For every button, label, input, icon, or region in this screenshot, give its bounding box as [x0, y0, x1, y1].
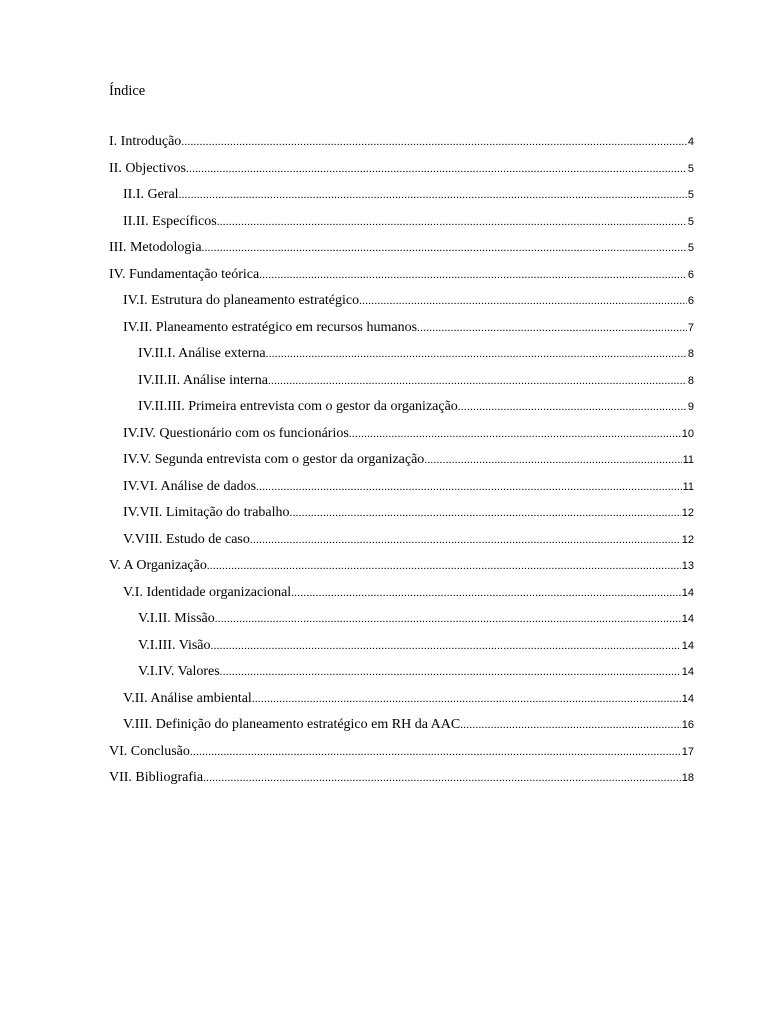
toc-entry-label: V. A Organização — [109, 558, 207, 573]
toc-entry[interactable] — [109, 421, 694, 448]
toc-entry[interactable] — [109, 553, 694, 580]
toc-dot-leader — [215, 606, 681, 633]
toc-entry-page-number: 17 — [681, 745, 694, 758]
toc-entry[interactable] — [109, 315, 694, 342]
toc-entry[interactable] — [109, 659, 694, 686]
toc-entry-page-number: 14 — [681, 613, 694, 625]
toc-entry-label: IV.IV. Questionário com os funcionários — [123, 425, 349, 441]
toc-entry-label: V.I. Identidade organizacional — [123, 584, 292, 600]
toc-entry-label: IV.I. Estrutura do planeamento estratégico — [123, 293, 360, 308]
toc-entry-label: VII. Bibliografia — [109, 770, 204, 785]
toc-entry-label: II.I. Geral — [123, 187, 179, 202]
toc-entry[interactable] — [109, 129, 694, 156]
toc-entry[interactable] — [109, 209, 694, 236]
toc-dot-leader — [190, 739, 681, 766]
toc-entry[interactable] — [109, 156, 694, 183]
toc-dot-leader — [256, 474, 681, 501]
toc-entry-page-number: 13 — [681, 560, 694, 572]
toc-entry-label: III. Metodologia — [109, 240, 202, 255]
toc-entry-label: VI. Conclusão — [109, 743, 190, 759]
toc-entry-page-number: 5 — [687, 242, 694, 254]
toc-entry-page-number: 8 — [687, 348, 694, 360]
toc-entry-page-number: 14 — [681, 666, 694, 678]
toc-entry-label: V.I.IV. Valores — [138, 664, 220, 679]
toc-entry-page-number: 12 — [681, 507, 694, 519]
toc-entry-label: IV.II. Planeamento estratégico em recursos humanos — [123, 319, 418, 335]
toc-entry[interactable] — [109, 765, 694, 792]
toc-dot-leader — [186, 156, 687, 183]
toc-entry-page-number: 9 — [687, 401, 694, 413]
toc-entry-label: IV.II.III. Primeira entrevista com o gestor da organização — [138, 399, 458, 414]
toc-dot-leader — [252, 686, 681, 713]
toc-dot-leader — [217, 209, 687, 236]
toc-entry-label: IV.II.II. Análise interna — [138, 372, 268, 388]
toc-entry[interactable] — [109, 606, 694, 633]
toc-entry[interactable] — [109, 527, 694, 554]
toc-entry[interactable] — [109, 368, 694, 395]
toc-dot-leader — [417, 315, 687, 342]
toc-entry-label: II. Objectivos — [109, 160, 186, 176]
toc-entry-label: IV.VII. Limitação do trabalho — [123, 505, 290, 520]
toc-dot-leader — [458, 394, 687, 421]
toc-entry-page-number: 12 — [681, 533, 694, 546]
toc-entry[interactable] — [109, 288, 694, 315]
toc-entry-label: IV. Fundamentação teórica — [109, 266, 260, 282]
toc-dot-leader — [179, 182, 687, 209]
toc-entry[interactable] — [109, 712, 694, 739]
toc-entry[interactable] — [109, 633, 694, 660]
toc-dot-leader — [460, 712, 681, 739]
toc-entry[interactable] — [109, 739, 694, 766]
toc-entry-label: II.II. Específicos — [123, 213, 217, 229]
toc-entry-label: V.II. Análise ambiental — [123, 690, 252, 706]
toc-dot-leader — [424, 447, 681, 474]
toc-entry-page-number: 16 — [681, 719, 694, 731]
toc-entry[interactable] — [109, 341, 694, 368]
toc-entry-label: I. Introdução — [109, 134, 182, 149]
toc-dot-leader — [359, 288, 687, 315]
toc-entry-label: V.I.III. Visão — [138, 637, 211, 653]
toc-entry[interactable] — [109, 686, 694, 713]
toc-entry-page-number: 14 — [681, 586, 694, 599]
toc-entry-page-number: 5 — [687, 215, 694, 228]
toc-entry-label: V.III. Definição do planeamento estratégico em RH da AAC — [123, 717, 461, 732]
toc-dot-leader — [250, 527, 681, 554]
toc-dot-leader — [181, 129, 687, 156]
toc-entry[interactable] — [109, 262, 694, 289]
toc-dot-leader — [220, 659, 681, 686]
toc-entry-label: IV.V. Segunda entrevista com o gestor da organização — [123, 452, 425, 467]
toc-dot-leader — [268, 368, 687, 395]
toc-entry-page-number: 8 — [687, 374, 694, 387]
toc-dot-leader — [349, 421, 681, 448]
toc-entry-page-number: 4 — [687, 136, 694, 148]
toc-dot-leader — [290, 500, 681, 527]
toc-entry-page-number: 5 — [687, 162, 694, 175]
toc-title: Índice — [109, 83, 146, 99]
toc-entry[interactable] — [109, 394, 694, 421]
toc-entry[interactable] — [109, 447, 694, 474]
toc-dot-leader — [259, 262, 687, 289]
toc-dot-leader — [202, 235, 687, 262]
toc-dot-leader — [266, 341, 687, 368]
toc-dot-leader — [207, 553, 681, 580]
toc-entry-page-number: 6 — [687, 295, 694, 307]
toc-entry-page-number: 5 — [687, 189, 694, 201]
toc-entry[interactable] — [109, 182, 694, 209]
toc-entry-page-number: 14 — [681, 692, 694, 705]
toc-dot-leader — [203, 765, 681, 792]
toc-entry-page-number: 6 — [687, 268, 694, 281]
toc-entry[interactable] — [109, 235, 694, 262]
toc-entry[interactable] — [109, 474, 694, 501]
table-of-contents — [109, 129, 694, 792]
toc-entry-label: V.VIII. Estudo de caso — [123, 531, 250, 547]
toc-entry-page-number: 11 — [682, 454, 694, 466]
toc-entry[interactable] — [109, 580, 694, 607]
toc-entry-label: IV.II.I. Análise externa — [138, 346, 266, 361]
toc-dot-leader — [291, 580, 681, 607]
toc-dot-leader — [211, 633, 681, 660]
toc-entry-label: IV.VI. Análise de dados — [123, 478, 257, 494]
toc-entry-page-number: 18 — [681, 772, 694, 784]
toc-entry-page-number: 14 — [681, 639, 694, 652]
toc-entry-page-number: 10 — [681, 427, 694, 440]
toc-entry-label: V.I.II. Missão — [138, 611, 215, 626]
toc-entry-page-number: 11 — [682, 480, 694, 493]
toc-entry-page-number: 7 — [687, 321, 694, 334]
toc-entry[interactable] — [109, 500, 694, 527]
